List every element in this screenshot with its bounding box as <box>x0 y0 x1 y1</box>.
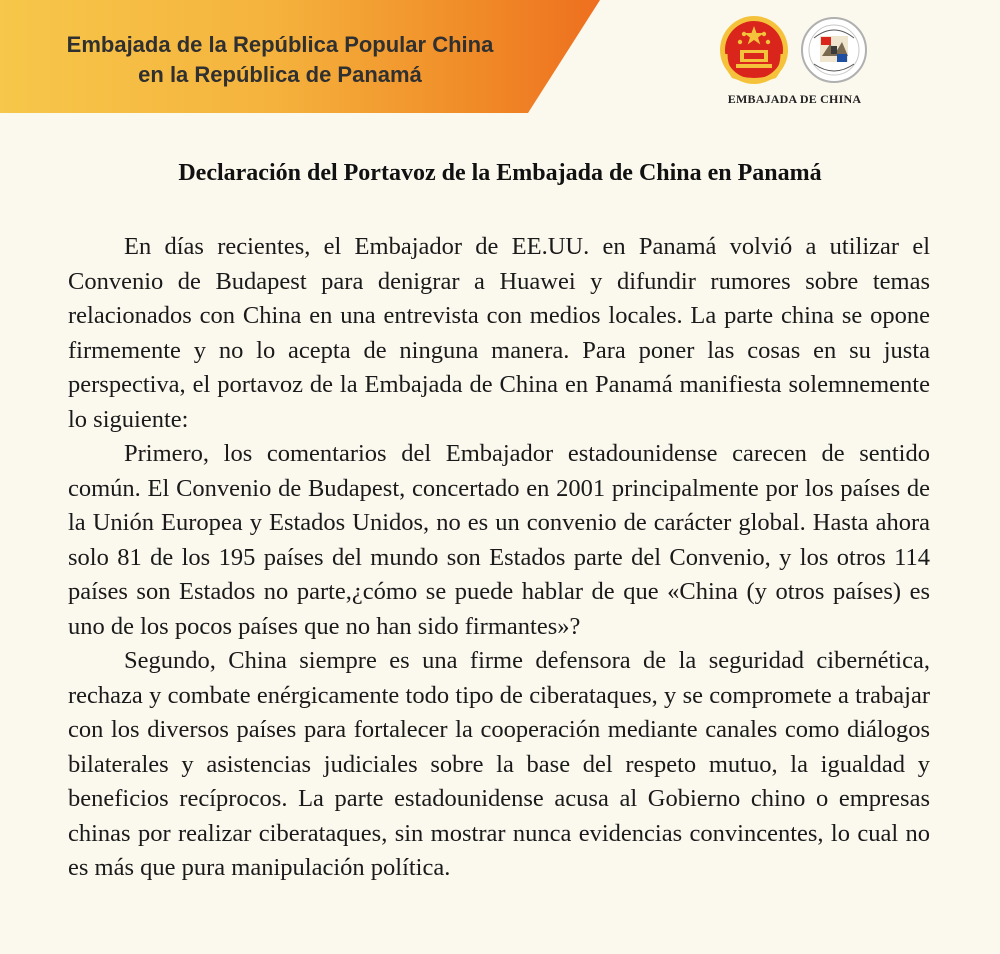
embassy-name <box>0 30 560 90</box>
embassy-name-line1: Embajada de la República Popular China <box>66 32 494 57</box>
embassy-seal-icon <box>800 16 868 84</box>
document-title: Declaración del Portavoz de la Embajada de China en Panamá <box>178 160 822 186</box>
china-national-emblem-icon <box>718 14 790 86</box>
document-body <box>68 230 930 886</box>
embassy-name-line2: en la República de Panamá <box>138 62 422 87</box>
paragraph-intro: En días recientes, el Embajador de EE.UU. en Panamá volvió a utilizar el Convenio de Budapest para denigrar a Huawei y difundir rumores sobre temas relacionados con China en una entrevista con medios locales. La parte china se opone firmemente y no lo acepta de ninguna manera. Para poner las cosas en su justa perspectiva, el portavoz de la Embajada de China en Panamá manifiesta solemnemente lo siguiente: <box>68 233 930 433</box>
logo-caption: EMBAJADA DE CHINA <box>727 92 862 106</box>
paragraph-first-point: Primero, los comentarios del Embajador estadounidense carecen de sentido común. El Convenio de Budapest, concertado en 2001 principalmente por los países de la Unión Europea y Estados Unidos, no es un convenio de carácter global. Hasta ahora solo 81 de los 195 países del mundo son Estados parte del Convenio, y los otros 114 países son Estados no parte,¿cómo se puede hablar de que «China (y otros países) es uno de los pocos países que no han sido firmantes»? <box>68 440 930 640</box>
paragraph-second-point: Segundo, China siempre es una firme defensora de la seguridad cibernética, rechaza y combate enérgicamente todo tipo de ciberataques, y se compromete a trabajar con los diversos países para fortalecer la cooperación mediante canales como diálogos bilaterales y asistencias judiciales sobre la base del respeto mutuo, la igualdad y beneficios recíprocos. La parte estadounidense acusa al Gobierno chino o empresas chinas por realizar ciberataques, sin mostrar nunca evidencias convincentes, lo cual no es más que pura manipulación política. <box>68 647 930 881</box>
logo-group <box>712 10 877 110</box>
